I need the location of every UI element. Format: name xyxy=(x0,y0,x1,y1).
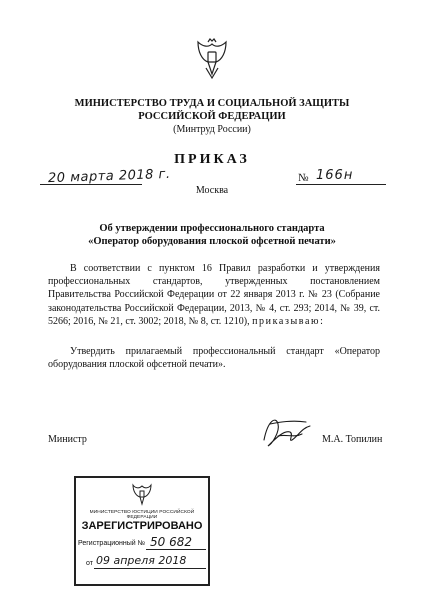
stamp-date-underline xyxy=(94,568,206,569)
title-line1: Об утверждении профессионального стандарта xyxy=(99,223,325,234)
ministry-header xyxy=(0,97,424,136)
stamp-regnum-label: Регистрационный № xyxy=(78,540,146,547)
order-title xyxy=(0,222,424,248)
coat-of-arms-emblem xyxy=(194,38,230,80)
registration-stamp xyxy=(74,476,210,586)
title-line2: «Оператор оборудования плоской офсетной печати» xyxy=(88,236,336,247)
number-sign: № xyxy=(298,172,309,184)
document-type: ПРИКАЗ xyxy=(174,152,250,167)
stamp-date-value: 09 апреля 2018 xyxy=(96,554,187,567)
handwritten-signature xyxy=(258,410,318,454)
order-keyword: приказываю: xyxy=(252,315,325,327)
order-date: 20 марта 2018 г. xyxy=(47,166,171,187)
stamp-date-prefix: от xyxy=(86,560,93,567)
stamp-status: ЗАРЕГИСТРИРОВАНО xyxy=(81,520,203,532)
signatory-name: М.А. Топилин xyxy=(322,434,383,445)
stamp-regnum-underline xyxy=(146,549,206,550)
ministry-name-line2: РОССИЙСКОЙ ФЕДЕРАЦИИ xyxy=(138,111,286,122)
ministry-short-name: (Минтруд России) xyxy=(173,124,251,135)
paragraph-decision: Утвердить прилагаемый профессиональный стандарт «Оператор оборудования плоской офсетной печати». xyxy=(48,346,380,371)
ministry-name-line1: МИНИСТЕРСТВО ТРУДА И СОЦИАЛЬНОЙ ЗАЩИТЫ xyxy=(74,98,350,109)
signatory-position: Министр xyxy=(48,434,87,445)
stamp-emblem xyxy=(131,482,153,508)
stamp-organization: МИНИСТЕРСТВО ЮСТИЦИИ РОССИЙСКОЙ ФЕДЕРАЦИИ xyxy=(89,510,195,520)
stamp-regnum-value: 50 682 xyxy=(150,535,192,549)
preamble-text: В соответствии с пунктом 16 Правил разработки и утверждения профессиональных стандартов, утвержденных постановлением Правительства Российской Федерации от 22 января 2013 г. № 23 (Собрание законодательства Российской Федерации, 2013, № 4, ст. 293; 2014, № 39, ст. 5266; 2016, № 21, ст. 3002; 2018, № 8, ст. 1210), xyxy=(48,263,380,327)
order-number: 166н xyxy=(316,168,354,183)
city-label: Москва xyxy=(195,185,229,196)
paragraph-preamble xyxy=(48,262,380,328)
